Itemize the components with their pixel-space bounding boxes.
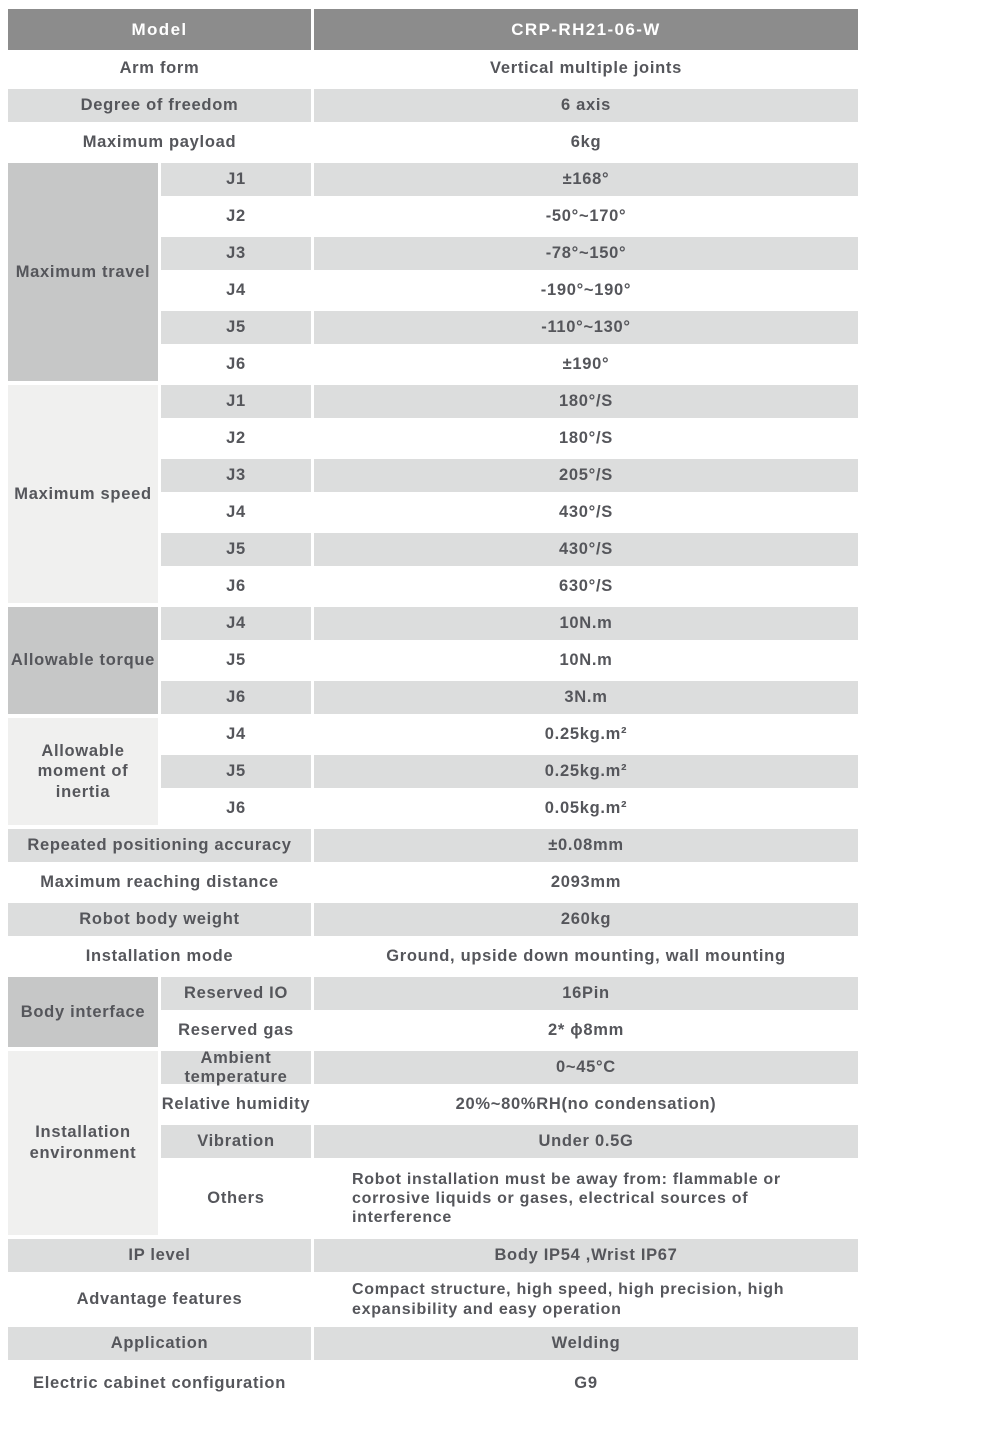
row-maximum-payload bbox=[8, 124, 858, 161]
row-speed-j2 bbox=[161, 420, 858, 457]
group-rows bbox=[161, 975, 858, 1049]
group-label: Allowable torque bbox=[8, 605, 158, 716]
row-robot-body-weight bbox=[8, 901, 858, 938]
row-ip-level bbox=[8, 1237, 858, 1274]
joint-label: J5 bbox=[161, 642, 311, 679]
row-travel-j6 bbox=[161, 346, 858, 383]
group-rows bbox=[161, 161, 858, 383]
row-label: Arm form bbox=[8, 50, 311, 87]
joint-value: 10N.m bbox=[314, 605, 858, 642]
row-installation-mode bbox=[8, 938, 858, 975]
row-value: 260kg bbox=[314, 901, 858, 938]
row-label: Maximum payload bbox=[8, 124, 311, 161]
row-value: Ground, upside down mounting, wall mounting bbox=[314, 938, 858, 975]
row-application bbox=[8, 1325, 858, 1362]
sub-value: 2* ϕ8mm bbox=[314, 1012, 858, 1049]
joint-label: J2 bbox=[161, 420, 311, 457]
row-travel-j1 bbox=[161, 161, 858, 198]
group-label: Installation environment bbox=[8, 1049, 158, 1237]
group-installation-environment bbox=[8, 1049, 858, 1237]
table-header-row bbox=[8, 9, 858, 50]
joint-label: J5 bbox=[161, 531, 311, 568]
joint-value: -78°~150° bbox=[314, 235, 858, 272]
model-value-cell: CRP-RH21-06-W bbox=[314, 9, 858, 50]
joint-label: J1 bbox=[161, 383, 311, 420]
group-allowable-torque bbox=[8, 605, 858, 716]
joint-value: 205°/S bbox=[314, 457, 858, 494]
joint-label: J5 bbox=[161, 753, 311, 790]
row-speed-j3 bbox=[161, 457, 858, 494]
joint-value: 630°/S bbox=[314, 568, 858, 605]
group-label: Maximum speed bbox=[8, 383, 158, 605]
joint-value: 3N.m bbox=[314, 679, 858, 716]
joint-label: J4 bbox=[161, 272, 311, 309]
row-speed-j1 bbox=[161, 383, 858, 420]
sub-label: Relative humidity bbox=[161, 1086, 311, 1123]
joint-value: 430°/S bbox=[314, 531, 858, 568]
row-speed-j5 bbox=[161, 531, 858, 568]
row-label: Electric cabinet configuration bbox=[8, 1362, 311, 1405]
row-arm-form bbox=[8, 50, 858, 87]
row-vibration bbox=[161, 1123, 858, 1160]
row-speed-j4 bbox=[161, 494, 858, 531]
joint-value: -50°~170° bbox=[314, 198, 858, 235]
row-speed-j6 bbox=[161, 568, 858, 605]
row-value: Body IP54 ,Wrist IP67 bbox=[314, 1237, 858, 1274]
sub-label: Reserved IO bbox=[161, 975, 311, 1012]
group-label: Body interface bbox=[8, 975, 158, 1049]
group-allowable-moment-of-inertia bbox=[8, 716, 858, 827]
row-value: 2093mm bbox=[314, 864, 858, 901]
row-ambient-temperature bbox=[161, 1049, 858, 1086]
row-value: Vertical multiple joints bbox=[314, 50, 858, 87]
joint-label: J4 bbox=[161, 605, 311, 642]
joint-value: -190°~190° bbox=[314, 272, 858, 309]
group-body-interface bbox=[8, 975, 858, 1049]
sub-label: Vibration bbox=[161, 1123, 311, 1160]
joint-label: J6 bbox=[161, 790, 311, 827]
row-others bbox=[161, 1160, 858, 1237]
sub-label: Reserved gas bbox=[161, 1012, 311, 1049]
row-label: Maximum reaching distance bbox=[8, 864, 311, 901]
joint-label: J3 bbox=[161, 235, 311, 272]
row-reserved-io bbox=[161, 975, 858, 1012]
row-torque-j4 bbox=[161, 605, 858, 642]
sub-label: Ambient temperature bbox=[161, 1049, 311, 1086]
group-label: Allowable moment of inertia bbox=[8, 716, 158, 827]
row-travel-j4 bbox=[161, 272, 858, 309]
row-travel-j5 bbox=[161, 309, 858, 346]
row-label: Robot body weight bbox=[8, 901, 311, 938]
joint-label: J4 bbox=[161, 494, 311, 531]
row-value: 6 axis bbox=[314, 87, 858, 124]
row-travel-j3 bbox=[161, 235, 858, 272]
joint-label: J3 bbox=[161, 457, 311, 494]
joint-value: -110°~130° bbox=[314, 309, 858, 346]
row-reserved-gas bbox=[161, 1012, 858, 1049]
row-advantage-features bbox=[8, 1274, 858, 1325]
row-travel-j2 bbox=[161, 198, 858, 235]
sub-value: 0~45°C bbox=[314, 1049, 858, 1086]
joint-label: J5 bbox=[161, 309, 311, 346]
group-label: Maximum travel bbox=[8, 161, 158, 383]
joint-label: J2 bbox=[161, 198, 311, 235]
sub-value: 16Pin bbox=[314, 975, 858, 1012]
group-maximum-speed bbox=[8, 383, 858, 605]
joint-value: 0.25kg.m² bbox=[314, 753, 858, 790]
row-repeated-positioning-accuracy bbox=[8, 827, 858, 864]
row-value: G9 bbox=[314, 1362, 858, 1405]
joint-label: J6 bbox=[161, 346, 311, 383]
group-maximum-travel bbox=[8, 161, 858, 383]
group-rows bbox=[161, 1049, 858, 1237]
sub-value: 20%~80%RH(no condensation) bbox=[314, 1086, 858, 1123]
row-maximum-reaching-distance bbox=[8, 864, 858, 901]
row-label: Degree of freedom bbox=[8, 87, 311, 124]
row-value: Compact structure, high speed, high precision, high expansibility and easy operation bbox=[314, 1274, 858, 1325]
row-inertia-j4 bbox=[161, 716, 858, 753]
joint-label: J4 bbox=[161, 716, 311, 753]
row-inertia-j6 bbox=[161, 790, 858, 827]
row-degree-of-freedom bbox=[8, 87, 858, 124]
row-torque-j5 bbox=[161, 642, 858, 679]
row-label: Installation mode bbox=[8, 938, 311, 975]
robot-spec-table bbox=[8, 9, 858, 1405]
row-label: Advantage features bbox=[8, 1274, 311, 1325]
joint-value: 10N.m bbox=[314, 642, 858, 679]
joint-value: ±190° bbox=[314, 346, 858, 383]
joint-value: 430°/S bbox=[314, 494, 858, 531]
row-inertia-j5 bbox=[161, 753, 858, 790]
row-value: 6kg bbox=[314, 124, 858, 161]
group-rows bbox=[161, 716, 858, 827]
row-label: Repeated positioning accuracy bbox=[8, 827, 311, 864]
row-label: IP level bbox=[8, 1237, 311, 1274]
row-value: Welding bbox=[314, 1325, 858, 1362]
group-rows bbox=[161, 605, 858, 716]
joint-label: J6 bbox=[161, 679, 311, 716]
sub-value: Under 0.5G bbox=[314, 1123, 858, 1160]
row-torque-j6 bbox=[161, 679, 858, 716]
joint-label: J6 bbox=[161, 568, 311, 605]
joint-value: 180°/S bbox=[314, 420, 858, 457]
joint-value: 180°/S bbox=[314, 383, 858, 420]
row-relative-humidity bbox=[161, 1086, 858, 1123]
row-value: ±0.08mm bbox=[314, 827, 858, 864]
joint-value: ±168° bbox=[314, 161, 858, 198]
row-label: Application bbox=[8, 1325, 311, 1362]
joint-label: J1 bbox=[161, 161, 311, 198]
joint-value: 0.25kg.m² bbox=[314, 716, 858, 753]
group-rows bbox=[161, 383, 858, 605]
model-header-cell: Model bbox=[8, 9, 311, 50]
joint-value: 0.05kg.m² bbox=[314, 790, 858, 827]
sub-value: Robot installation must be away from: flammable or corrosive liquids or gases, electrical sources of interference bbox=[314, 1160, 858, 1237]
sub-label: Others bbox=[161, 1160, 311, 1237]
row-electric-cabinet-configuration bbox=[8, 1362, 858, 1405]
